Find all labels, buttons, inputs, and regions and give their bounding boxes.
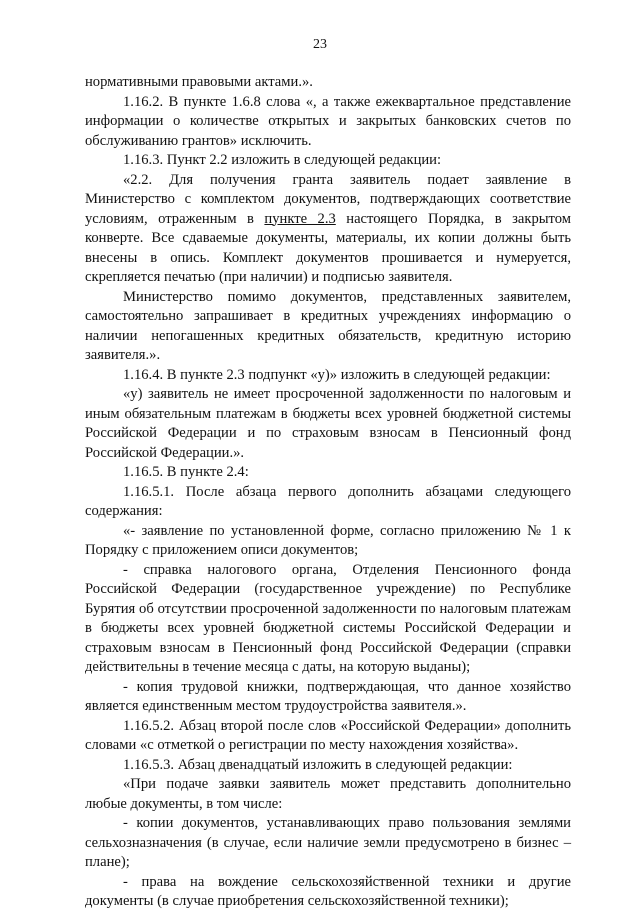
paragraph: 1.16.5.3. Абзац двенадцатый изложить в следующей редакции: — [123, 756, 513, 773]
paragraph: нормативными правовыми актами.». — [85, 74, 313, 90]
document-body — [85, 73, 571, 912]
paragraph: Министерство помимо документов, представленных заявителем, самостоятельно запрашивает в кредитных учреждениях информацию о наличии непогашенных кредитных обязательств, кредитную историю заявителя.». — [85, 288, 571, 363]
paragraph: - права на вождение сельскохозяйственной техники и другие документы (в случае приобретения сельскохозяйственной техники); — [85, 873, 571, 909]
paragraph: 1.16.2. В пункте 1.6.8 слова «, а также ежеквартальное представление информации о количестве открытых и закрытых банковских счетов по обслуживанию грантов» исключить. — [85, 93, 571, 149]
paragraph: 1.16.5. В пункте 2.4: — [123, 464, 249, 480]
page-number: 23 — [313, 37, 327, 52]
paragraph: - справка налогового органа, Отделения Пенсионного фонда Российской Федерации (государственное учреждение) по Республике Бурятия об отсутствии просроченной задолженности по налоговым платежам в бюджеты всех уровней бюджетной системы Российской Федерации и страховым взносам в Пенсионный фонд Российской Федерации (справки действительны в течение месяца с даты, на которую выданы); — [85, 561, 571, 675]
document-link[interactable]: пункте 2.3 — [264, 210, 336, 227]
paragraph: 1.16.5.1. После абзаца первого дополнить абзацами следующего содержания: — [85, 483, 571, 519]
paragraph: - копии документов, устанавливающих право пользования землями сельхозназначения (в случае, если наличие земли предусмотрено в бизнес – плане); — [85, 815, 571, 870]
paragraph: - копия трудовой книжки, подтверждающая, что данное хозяйство является единственным местом трудоустройства заявителя.». — [85, 678, 571, 714]
paragraph: 1.16.4. В пункте 2.3 подпункт «у)» изложить в следующей редакции: — [123, 366, 551, 383]
paragraph: «- заявление по установленной форме, согласно приложению № 1 к Порядку с приложением описи документов; — [85, 522, 571, 558]
paragraph: 1.16.3. Пункт 2.2 изложить в следующей редакции: — [123, 152, 442, 168]
paragraph: «у) заявитель не имеет просроченной задолженности по налоговым и иным обязательным платежам в бюджеты всех уровней бюджетной системы Российской Федерации и по страховым взносам в Пенсионный фонд Российской Федерации.». — [85, 386, 571, 461]
paragraph-text: настоящего Порядка, в закрытом конверте. Все сдаваемые документы, материалы, их копии должны быть внесены в опись. Комплект документов прошивается и нумеруется, скрепляется печатью (при наличии) и подписью заявителя. — [85, 210, 572, 285]
paragraph-text: «2.2. Для получения гранта заявитель подает заявление в Министерство с комплектом документов, подтверждающих соответствие условиям, отраженным в — [85, 171, 571, 227]
paragraph: 1.16.5.2. Абзац второй после слов «Российской Федерации» дополнить словами «с отметкой о регистрации по месту нахождения хозяйства». — [85, 717, 571, 753]
paragraph: «При подаче заявки заявитель может представить дополнительно любые документы, в том числе: — [85, 776, 571, 812]
paragraph — [85, 171, 571, 288]
